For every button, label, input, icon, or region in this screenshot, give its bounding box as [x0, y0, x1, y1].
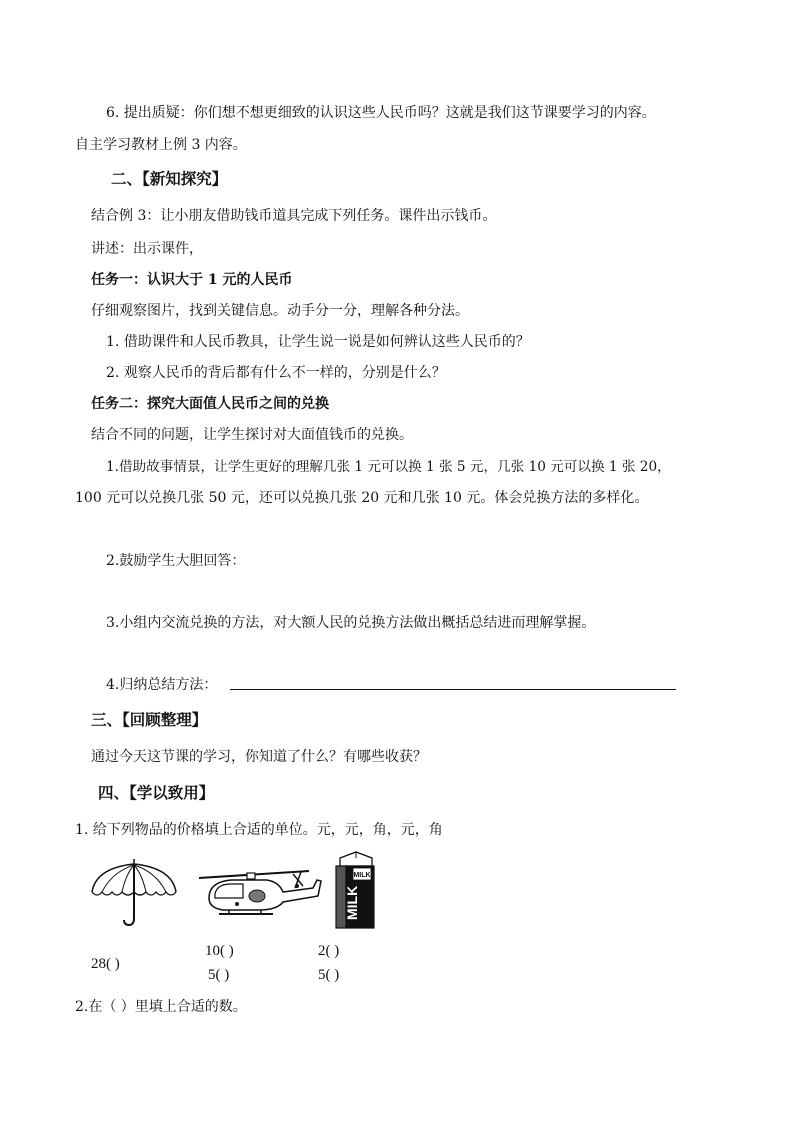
question-2: 2.在（ ）里填上合适的数。	[75, 999, 247, 1015]
milk-carton-side-label: MILK	[344, 885, 360, 920]
helicopter-price-2[interactable]: 5( )	[208, 967, 230, 983]
helicopter-price-1[interactable]: 10( )	[205, 943, 234, 959]
task2-description: 结合不同的问题，让学生探讨对大面值钱币的兑换。	[91, 427, 413, 443]
task1-item-2: 2. 观察人民币的背后都有什么不一样的，分别是什么？	[106, 365, 446, 381]
helicopter-icon	[197, 866, 323, 922]
task2-paragraph-4: 4.归纳总结方法：	[106, 677, 218, 693]
section2-narrate: 讲述：出示课件，	[91, 241, 203, 257]
milk-price-1[interactable]: 2( )	[318, 943, 340, 959]
section3-text: 通过今天这节课的学习，你知道了什么？有哪些收获？	[91, 749, 427, 765]
section4-heading: 四、【学以致用】	[98, 783, 215, 802]
milk-carton-icon	[334, 850, 378, 930]
umbrella-icon	[88, 856, 180, 928]
intro-paragraph-6-line1: 6. 提出质疑：你们想不想更细致的认识这些人民币吗？这就是我们这节课要学习的内容。	[106, 105, 656, 121]
answer-blank-line[interactable]	[230, 689, 676, 690]
task2-paragraph-2: 2.鼓励学生大胆回答：	[106, 553, 246, 569]
section2-heading: 二、【新知探究】	[111, 169, 228, 188]
task2-paragraph-3: 3.小组内交流兑换的方法，对大额人民的兑换方法做出概括总结进而理解掌握。	[106, 615, 596, 631]
task1-item-1: 1. 借助课件和人民币教具，让学生说一说是如何辨认这些人民币的？	[106, 334, 530, 350]
task2-title: 任务二：探究大面值人民币之间的兑换	[91, 396, 329, 412]
task2-paragraph-1-line2: 100 元可以兑换几张 50 元，还可以兑换几张 20 元和几张 10 元。体会兑换方法的多样化。	[75, 490, 649, 506]
task1-description: 仔细观察图片，找到关键信息。动手分一分，理解各种分法。	[91, 303, 469, 319]
question-1: 1. 给下列物品的价格填上合适的单位。元，元，角，元，角	[75, 822, 443, 838]
section2-intro: 结合例 3：让小朋友借助钱币道具完成下列任务。课件出示钱币。	[91, 208, 497, 224]
milk-carton-top-label: MILK	[353, 872, 371, 879]
task1-title: 任务一：认识大于 1 元的人民币	[91, 272, 293, 288]
task2-paragraph-1-line1: 1.借助故事情景，让学生更好的理解几张 1 元可以换 1 张 5 元，几张 10 元可以换 1 张 20，	[106, 459, 671, 475]
milk-price-2[interactable]: 5( )	[318, 967, 340, 983]
section3-heading: 三、【回顾整理】	[91, 710, 208, 729]
umbrella-price[interactable]: 28( )	[91, 956, 120, 972]
intro-paragraph-6-line2: 自主学习教材上例 3 内容。	[75, 137, 247, 153]
